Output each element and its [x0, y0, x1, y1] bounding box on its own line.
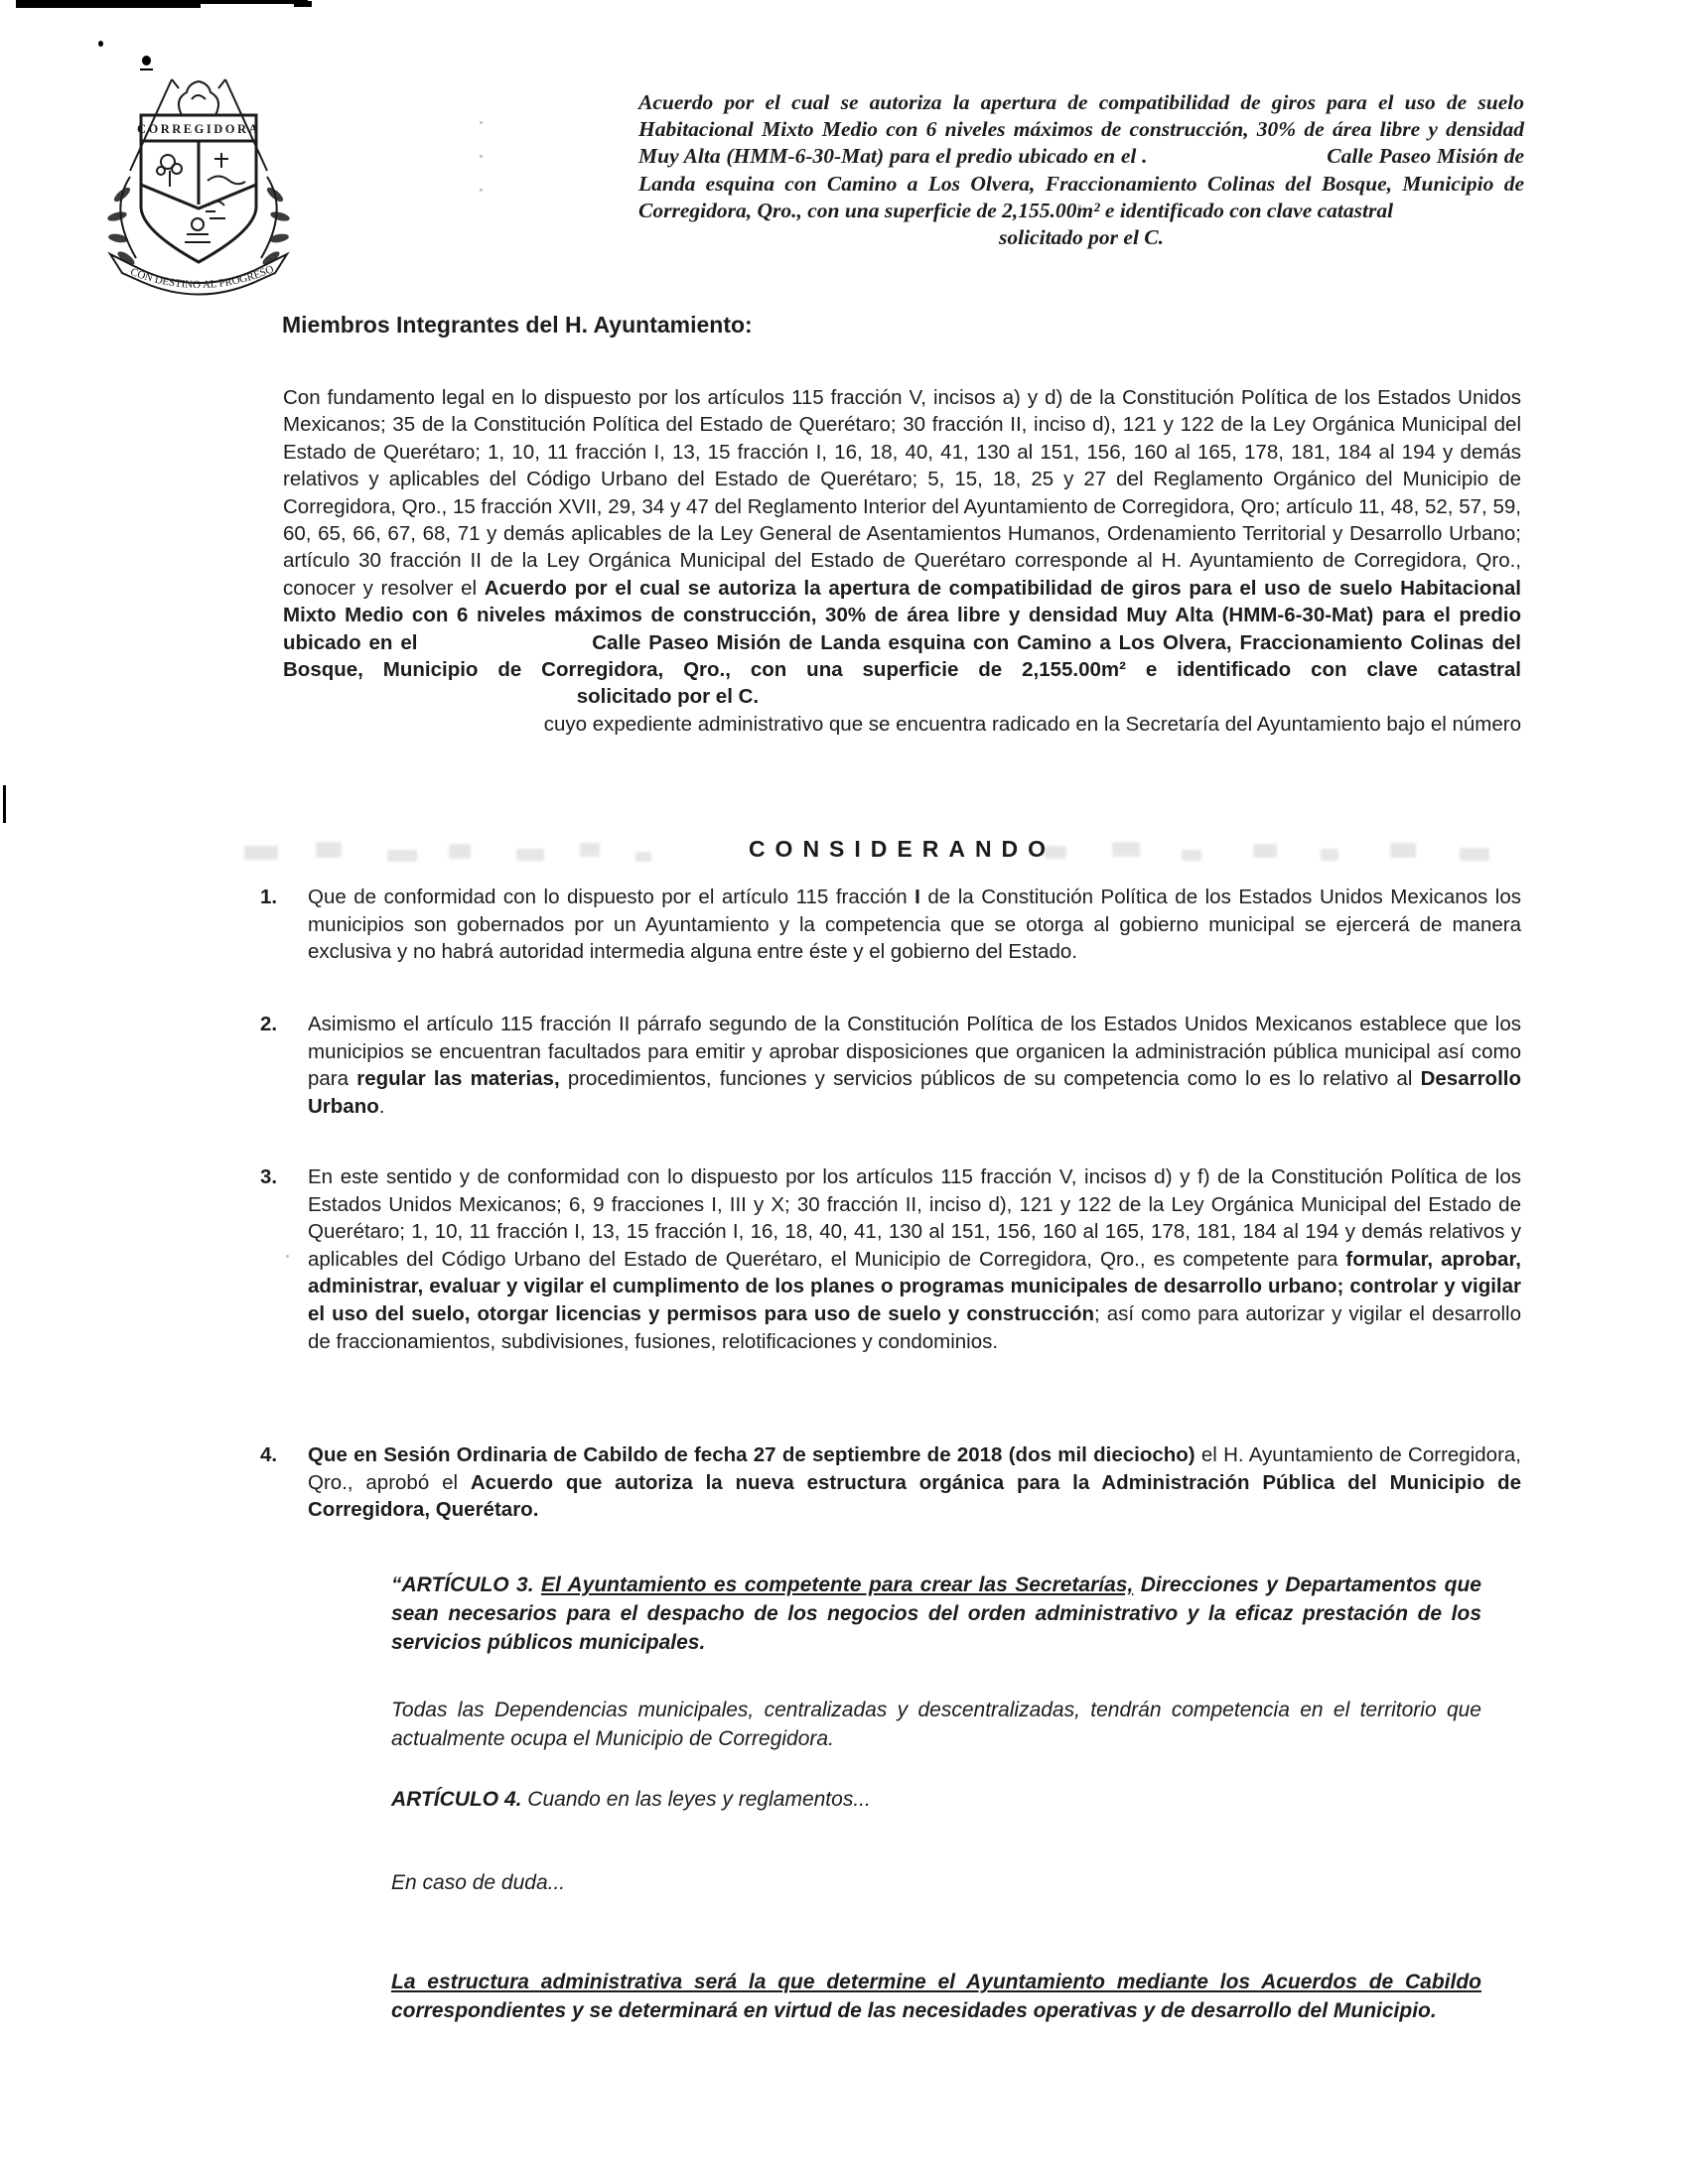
text-segment: Calle Paseo Misión de Landa esquina con Camino a Los Olvera, Fraccionamiento Colinas del Bosque, Municipio de Corregidora, Qro., con una superficie de 2,155.00m² e identificado con clave catastral — [283, 630, 1521, 682]
quote-articulo-4 — [391, 1785, 1481, 1814]
intro-paragraph-tail: cuyo expediente administrativo que se encuentra radicado en la Secretaría del Ayuntamiento bajo el número — [543, 712, 1521, 736]
text-segment: Calle Paseo Misión de Landa esquina con Camino a Los Olvera, Fraccionamiento Colinas del Bosque, Municipio de Corregidora, Qro., con una superficie de 2,155.00m² e identificado con clave catastral — [638, 144, 1524, 222]
considerando-item-2 — [254, 1011, 1521, 1120]
text-segment: “ARTÍCULO 3. — [391, 1573, 541, 1596]
text-segment: solicitado por el C. — [571, 685, 760, 709]
text-segment: ; así como para autorizar y vigilar el desarrollo de fraccionamientos, subdivisiones, fusiones, relotificaciones y condominios. — [308, 1301, 1521, 1353]
seal-tree-field — [157, 155, 182, 187]
quote-dependencias — [391, 1696, 1481, 1753]
text-segment: Acuerdo por el cual se autoriza la apertura de compatibilidad de giros para el uso de suelo Habitacional Mixto Medio con 6 niveles máximos de construcción, 30% de área libre y densidad Muy Alta (HMM-6-30-Mat) para el predio ubicado en el . — [638, 90, 1524, 169]
item-text — [308, 1163, 1521, 1355]
salutation: Miembros Integrantes del H. Ayuntamiento: — [282, 312, 753, 338]
text-segment: Acuerdo que autoriza la nueva estructura orgánica para la Administración Pública del Municipio de Corregidora, Querétaro. — [308, 1470, 1521, 1522]
item-number: 1. — [260, 886, 278, 908]
item-number: 2. — [260, 1013, 278, 1035]
item-number: 3. — [260, 1165, 278, 1188]
item-text — [308, 1441, 1521, 1524]
text-segment: En este sentido y de conformidad con lo dispuesto por los artículos 115 fracción V, incisos d) y f) de la Constitución Política de los Estados Unidos Mexicanos; 6, 9 fracciones I, III y X; 30 fracción II, inciso d), 121 y 122 de la Ley Orgánica Municipal del Estado de Querétaro; 1, 10, 11 fracción I, 13, 15 fracción I, 16, 18, 40, 41, 130 al 151, 156, 160 al 165, 178, 181, 184 al 194 y demás relativos y aplicables del Código Urbano del Estado de Querétaro, el Municipio de Corregidora, Qro., es competente para — [308, 1165, 1521, 1271]
header-paragraph-body — [638, 89, 1524, 224]
text-segment: Desarrollo Urbano — [308, 1067, 1521, 1118]
considerando-item-1 — [254, 884, 1521, 966]
intro-paragraph-body — [283, 384, 1521, 711]
text-segment: La estructura administrativa será la que determine el Ayuntamiento mediante los Acuerdos de Cabildo — [391, 1971, 1481, 1993]
item-number: 4. — [260, 1443, 278, 1466]
header-paragraph — [638, 89, 1524, 251]
text-segment: . — [378, 1094, 385, 1118]
item-text — [308, 1011, 1521, 1120]
text-segment: El Ayuntamiento es competente para crear las Secretarías, — [540, 1573, 1134, 1596]
text-segment: Todas las Dependencias municipales, centralizadas y descentralizadas, tendrán competencia en el territorio que actualmente ocupa el Municipio de Corregidora. — [391, 1699, 1481, 1750]
intro-paragraph — [283, 384, 1521, 738]
text-segment: Cuando en las leyes y reglamentos... — [521, 1788, 871, 1811]
scan-artifact-line — [3, 785, 6, 823]
text-segment: Con fundamento legal en lo dispuesto por los artículos 115 fracción V, incisos a) y d) de la Constitución Política de los Estados Unidos Mexicanos; 35 de la Constitución Política del Estado de Querétaro; 30 fracción II, inciso d), 121 y 122 de la Ley Orgánica Municipal del Estado de Querétaro; 1, 10, 11 fracción I, 13, 15 fracción I, 16, 18, 40, 41, 130 al 151, 156, 160 al 165, 178, 181, 184 al 194 y demás relativos y aplicables del Código Urbano del Estado de Querétaro; 5, 15, 18, 25 y 27 del Reglamento Orgánico del Municipio de Corregidora, Qro., 15 fracción XVII, 29, 34 y 47 del Reglamento Interior del Ayuntamiento de Corregidora, Qro; artículo 11, 48, 52, 57, 59, 60, 65, 66, 67, 68, 71 y demás aplicables de la Ley General de Asentamientos Humanos, Ordenamiento Territorial y Desarrollo Urbano; artículo 30 fracción II de la Ley Orgánica Municipal del Estado de Querétaro corresponde al H. Ayuntamiento de Corregidora, Qro., conocer y resolver el — [283, 386, 1521, 600]
quote-articulo-3 — [391, 1570, 1481, 1657]
scan-speck — [480, 155, 483, 158]
text-segment: I — [914, 886, 920, 908]
text-segment: ARTÍCULO 4. — [391, 1788, 522, 1811]
redacted-blank — [425, 648, 584, 649]
text-segment: formular, aprobar, administrar, evaluar y vigilar el cumplimento de los planes o programas municipales de desarrollo urbano; controlar y vigilar el uso del suelo, otorgar licencias y permisos para uso de suelo y construcción — [308, 1247, 1521, 1325]
seal-banner-text: CORREGIDORA — [136, 122, 261, 136]
scan-artifact-bar — [294, 1, 312, 7]
corregidora-coat-of-arms — [84, 60, 313, 310]
text-segment: En caso de duda... — [391, 1871, 566, 1894]
text-segment: el H. Ayuntamiento de Corregidora, Qro., aprobó el — [308, 1443, 1521, 1494]
scan-speck — [480, 189, 483, 192]
text-segment: procedimientos, funciones y servicios públicos de su competencia como lo es lo relativo al — [559, 1067, 1421, 1091]
text-segment: Asimismo el artículo 115 fracción II párrafo segundo de la Constitución Política de los Estados Unidos Mexicanos establece que los municipios se encuentran facultados para emitir y aprobar disposiciones que organicen la administración pública municipal así como para — [308, 1013, 1521, 1091]
quote-en-caso-de-duda — [391, 1868, 1481, 1897]
text-segment: Que en Sesión Ordinaria de Cabildo de fecha 27 de septiembre de 2018 (dos mil dieciocho) — [308, 1443, 1195, 1466]
scan-speck — [480, 121, 483, 124]
redacted-blank — [283, 702, 571, 703]
text-segment: de la Constitución Política de los Estados Unidos Mexicanos los municipios son gobernados por un Ayuntamiento y la competencia que se otorga al gobierno municipal se ejercerá de manera exclusiva y no habrá autoridad intermedia alguna entre éste y el gobierno del Estado. — [308, 886, 1521, 964]
scan-smudge — [244, 846, 278, 860]
seal-cross-field — [208, 153, 245, 184]
text-segment: correspondientes y se determinará en virtud de las necesidades operativas y de desarrollo del Municipio. — [391, 1999, 1437, 2022]
quote-estructura-administrativa — [391, 1968, 1481, 2025]
considerando-item-4 — [254, 1441, 1521, 1524]
text-segment: Direcciones y Departamentos que sean necesarios para el despacho de los negocios del orden administrativo y la eficaz prestación de los servicios públicos municipales. — [391, 1573, 1481, 1654]
text-segment: Acuerdo por el cual se autoriza la apertura de compatibilidad de giros para el uso de suelo Habitacional Mixto Medio con 6 niveles máximos de construcción, 30% de área libre y densidad Muy Alta (HMM-6-30-Mat) para el predio ubicado en el — [283, 576, 1521, 654]
redacted-blank — [1147, 162, 1321, 163]
scan-artifact-bar — [201, 0, 308, 4]
text-segment: Que de conformidad con lo dispuesto por el artículo 115 fracción — [308, 886, 915, 908]
considerando-heading: CONSIDERANDO — [748, 836, 1056, 862]
scan-artifact-bar — [16, 0, 201, 8]
header-paragraph-last-line: solicitado por el C. — [998, 225, 1165, 250]
item-text — [308, 884, 1521, 966]
text-segment: regular las materias, — [356, 1067, 560, 1091]
seal-crest — [179, 81, 218, 115]
considerando-item-3 — [254, 1163, 1521, 1355]
seal-motto-text: CON DESTINO AL PROGRESO — [128, 263, 276, 292]
scan-artifact-dot — [98, 41, 103, 47]
